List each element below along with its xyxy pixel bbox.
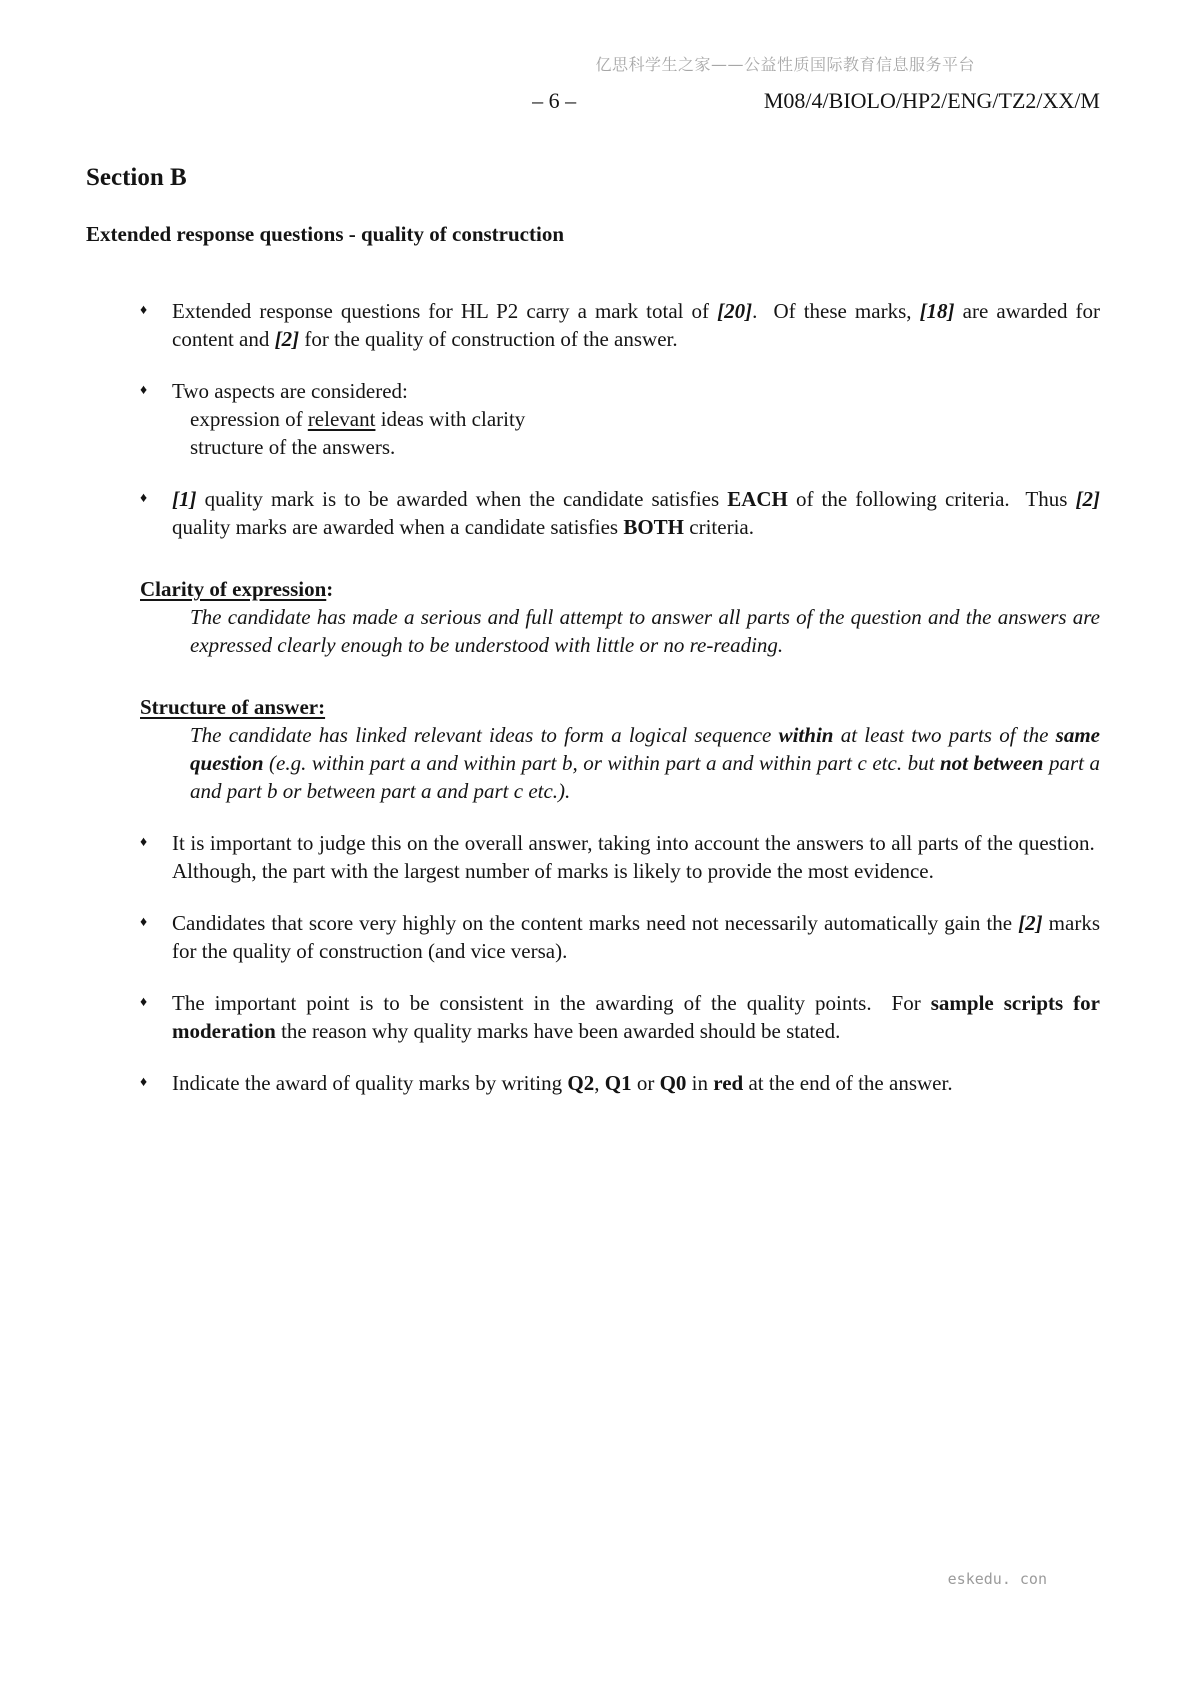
text-segment: Q0 <box>659 1071 687 1095</box>
clarity-description <box>190 603 1100 659</box>
text-segment: [2] <box>1075 487 1100 511</box>
text-segment: [2] <box>1018 911 1043 935</box>
text-segment: structure of the answers. <box>190 435 396 459</box>
text-segment: The candidate has linked relevant ideas to form a logical sequence <box>190 723 779 747</box>
text-segment: Indicate the award of quality marks by writing <box>172 1071 568 1095</box>
bullet-diamond-icon: ♦ <box>140 303 148 318</box>
text-segment: Q1 <box>604 1071 632 1095</box>
text-segment: at the end of the answer. <box>743 1071 953 1095</box>
bullet-text <box>172 377 1100 405</box>
bullet-diamond-icon: ♦ <box>140 383 148 398</box>
text-segment: at least two parts of the <box>833 723 1056 747</box>
heading-clarity-of-expression <box>140 575 1100 603</box>
section-subtitle: Extended response questions - quality of construction <box>86 222 564 246</box>
text-segment: of the following criteria. Thus <box>787 487 1076 511</box>
bullet-text <box>172 297 1100 353</box>
bullet-content-marks <box>86 909 1100 965</box>
text-segment: [18] <box>919 299 955 323</box>
bullet-text <box>172 989 1100 1045</box>
text-segment: the reason why quality marks have been awarded should be stated. <box>275 1019 841 1043</box>
text-segment: part a and part b or between part a and part c etc.). <box>190 751 1100 803</box>
text-segment: EACH <box>727 487 788 511</box>
text-segment: Q2 <box>567 1071 595 1095</box>
text-segment: The candidate has made a serious and full attempt to answer all parts of the question and the answers are expressed clearly enough to be understood with little or no re-reading. <box>190 605 1100 657</box>
content-area <box>86 297 1100 1097</box>
text-segment: criteria. <box>684 515 754 539</box>
bullet-diamond-icon: ♦ <box>140 1075 148 1090</box>
text-segment: within <box>778 723 834 747</box>
text-segment: [2] <box>274 327 300 351</box>
bullet-diamond-icon: ♦ <box>140 491 148 506</box>
bottom-watermark-text: eskedu. con <box>947 1570 1047 1588</box>
text-segment: sample scripts for moderation <box>172 991 1100 1043</box>
text-segment: [1] <box>172 487 197 511</box>
text-segment: expression of <box>190 407 308 431</box>
document-code: M08/4/BIOLO/HP2/ENG/TZ2/XX/M <box>763 88 1100 113</box>
text-segment: or <box>631 1071 660 1095</box>
aspect-structure <box>190 433 1100 461</box>
text-segment: quality marks are awarded when a candidate satisfies <box>172 515 624 539</box>
text-segment: quality mark is to be awarded when the candidate satisfies <box>196 487 728 511</box>
bullet-two-aspects <box>86 377 1100 405</box>
text-segment: Candidates that score very highly on the content marks need not necessarily automatically gain the <box>172 911 1019 935</box>
text-segment: Clarity of expression <box>140 577 327 601</box>
text-segment: . Of these marks, <box>752 299 920 323</box>
bullet-text <box>172 909 1100 965</box>
text-segment: same question <box>190 723 1100 775</box>
heading-structure-of-answer <box>140 693 1100 721</box>
text-segment: Two aspects are considered: <box>172 379 408 403</box>
bullet-diamond-icon: ♦ <box>140 915 148 930</box>
text-segment: [20] <box>717 299 753 323</box>
top-watermark-text: 亿思科学生之家——公益性质国际教育信息服务平台 <box>595 55 975 74</box>
page-header <box>86 0 1100 118</box>
page-number: – 6 – <box>532 88 577 113</box>
text-segment: It is important to judge this on the overall answer, taking into account the answers to all parts of the question. Although, the part with the largest number of marks is likely to provide the most evidence. <box>172 831 1100 883</box>
text-segment: in <box>686 1071 714 1095</box>
bullet-text <box>172 485 1100 541</box>
text-segment: BOTH <box>623 515 685 539</box>
bullet-overall-answer <box>86 829 1100 885</box>
bullet-diamond-icon: ♦ <box>140 995 148 1010</box>
bullet-quality-mark-criteria <box>86 485 1100 541</box>
bullet-consistency <box>86 989 1100 1045</box>
text-segment: Extended response questions for HL P2 carry a mark total of <box>172 299 718 323</box>
aspect-expression <box>190 405 1100 433</box>
text-segment: ideas with clarity <box>375 407 526 431</box>
text-segment: for the quality of construction of the answer. <box>299 327 678 351</box>
bullet-mark-total <box>86 297 1100 353</box>
bullet-diamond-icon: ♦ <box>140 835 148 850</box>
text-segment: relevant <box>307 407 376 431</box>
text-segment: : <box>326 577 334 601</box>
text-segment: red <box>713 1071 744 1095</box>
text-segment: Structure of answer: <box>140 695 326 719</box>
text-segment: not between <box>939 751 1044 775</box>
structure-description <box>190 721 1100 805</box>
text-segment: marks for the quality of construction (and vice versa). <box>172 911 1100 963</box>
bullet-text <box>172 829 1100 885</box>
text-segment: (e.g. within part a and within part b, or within part a and within part c etc. but <box>263 751 940 775</box>
bullet-text <box>172 1069 1100 1097</box>
section-title: Section B <box>86 164 187 191</box>
text-segment: , <box>594 1071 605 1095</box>
bullet-indicate-award <box>86 1069 1100 1097</box>
text-segment: are awarded for content and <box>172 299 1100 351</box>
text-segment: The important point is to be consistent in the awarding of the quality points. For <box>172 991 931 1015</box>
